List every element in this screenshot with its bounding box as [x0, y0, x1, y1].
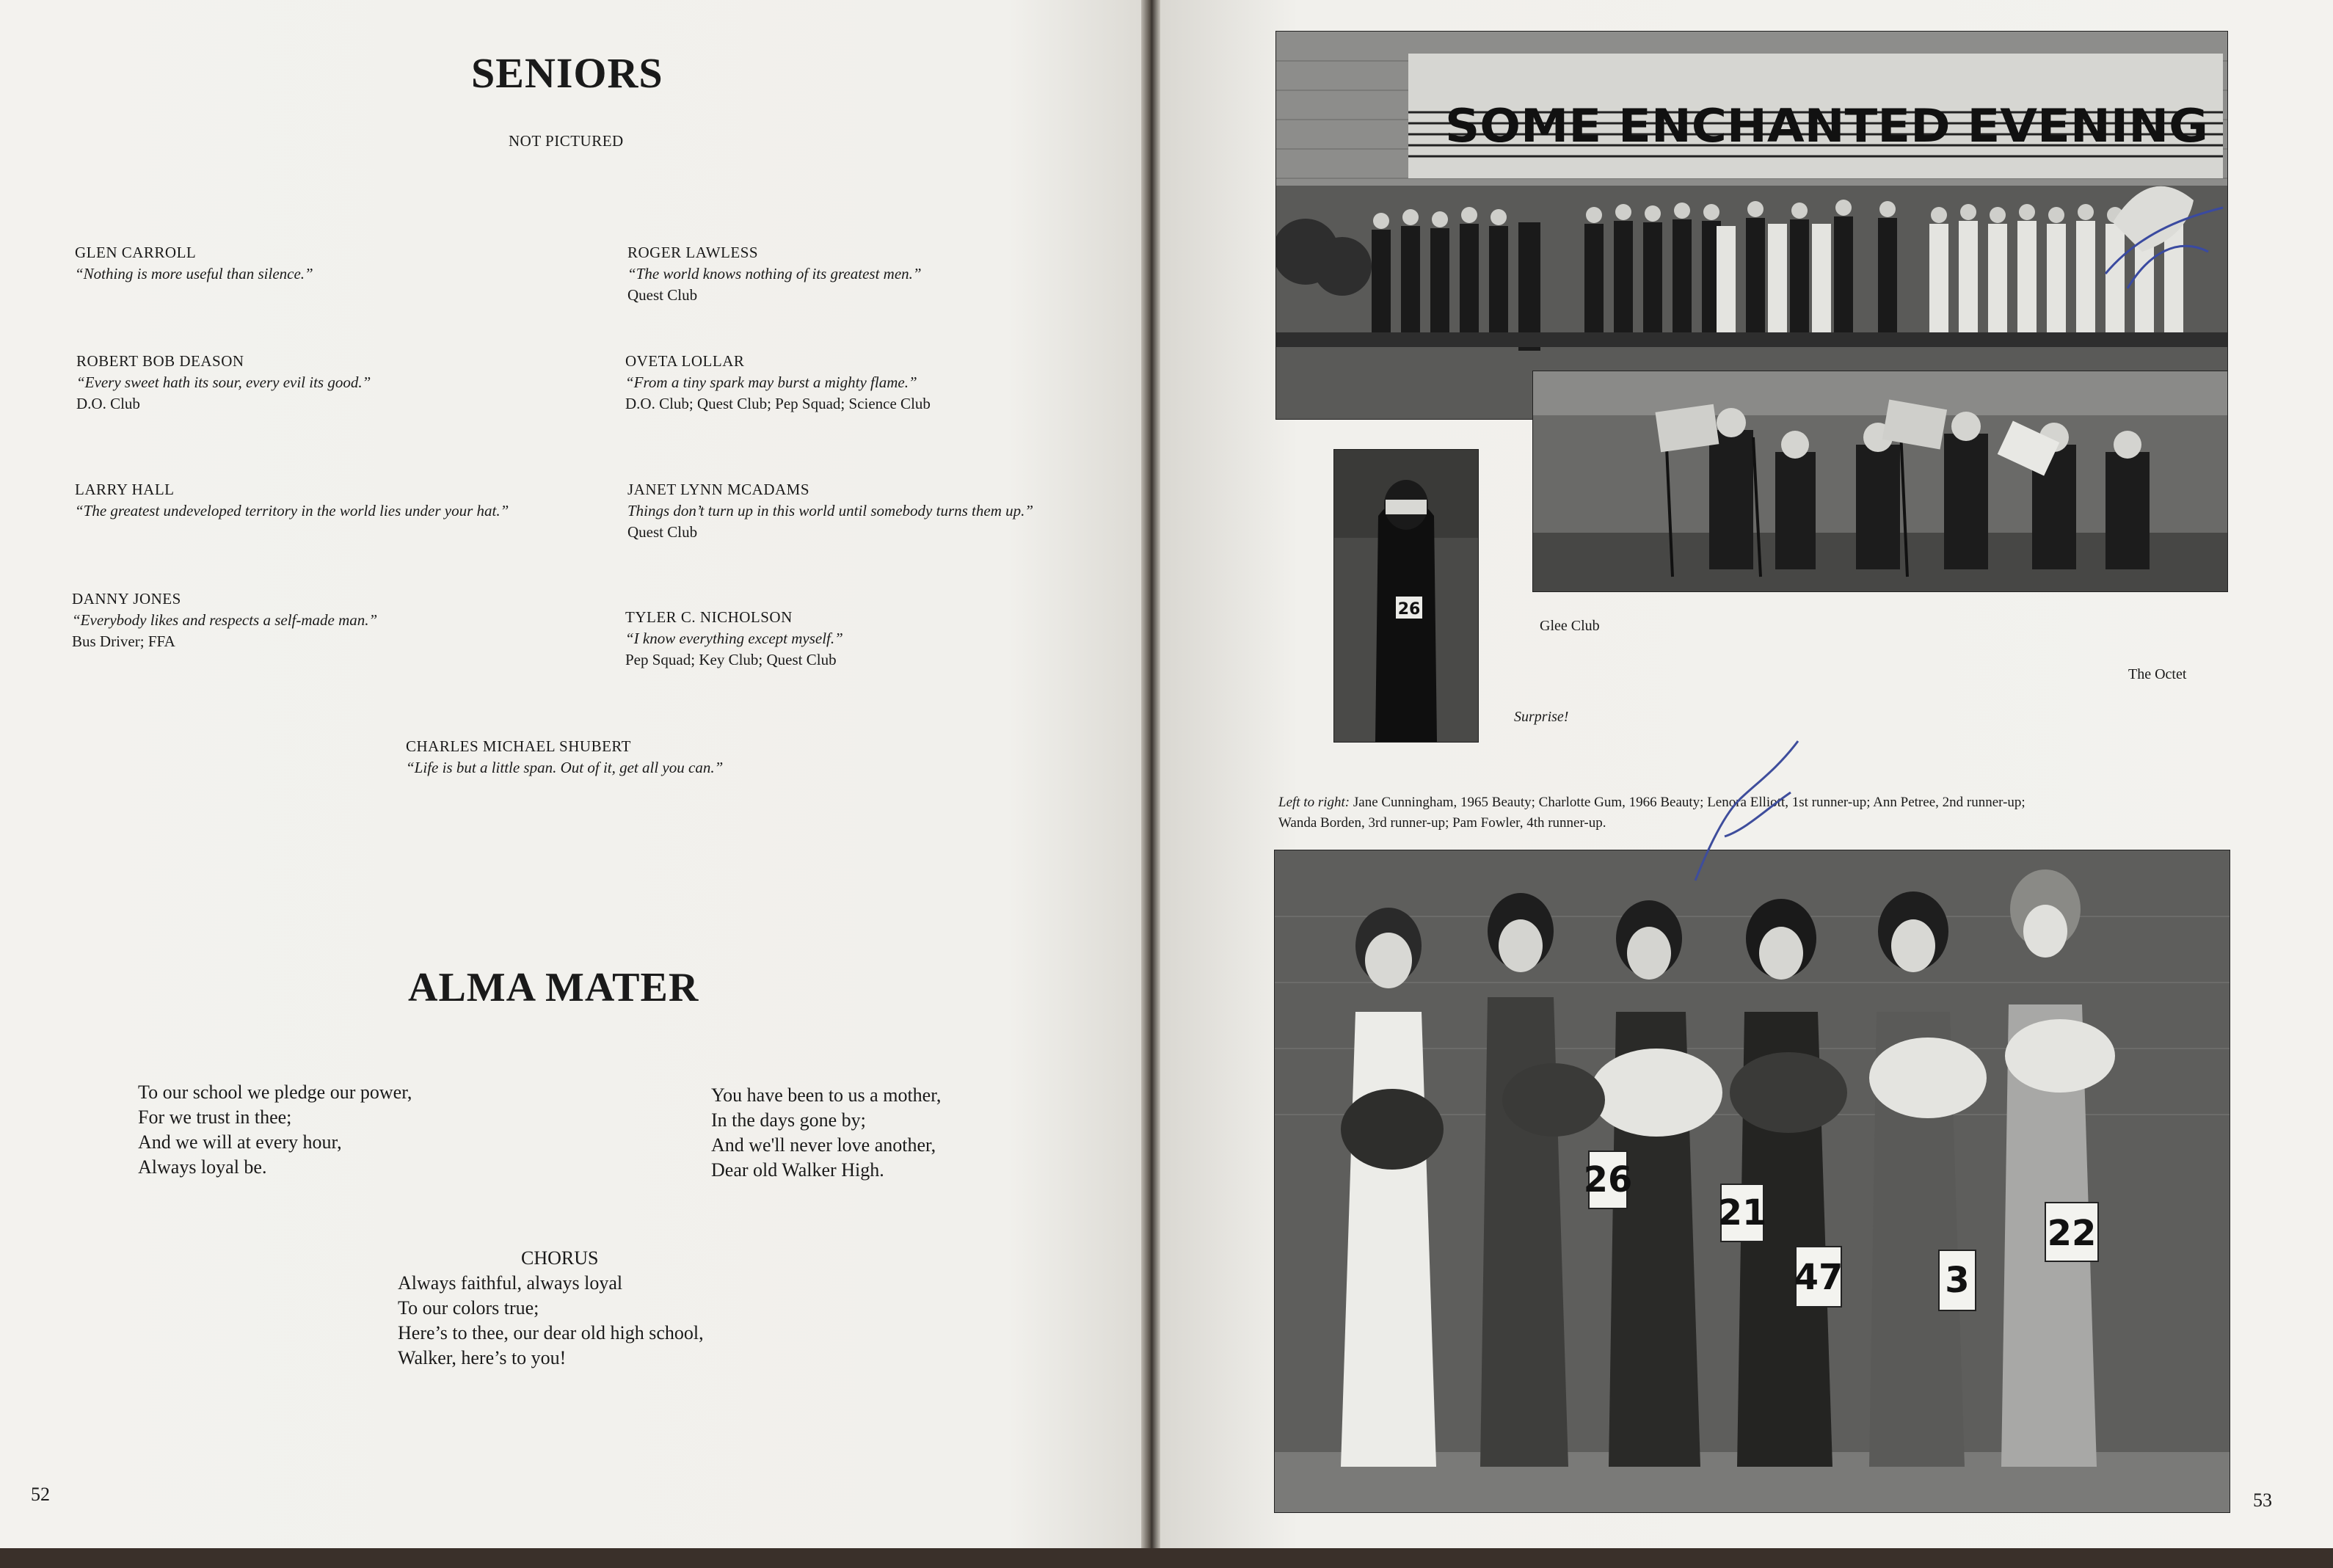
verse-line: In the days gone by;: [711, 1109, 866, 1131]
page-number-left: 52: [31, 1484, 50, 1505]
chorus-line: Here’s to thee, our dear old high school,: [398, 1322, 704, 1343]
senior-quote: “From a tiny spark may burst a mighty flame.”: [625, 373, 917, 391]
verse-line: And we will at every hour,: [138, 1131, 342, 1153]
banner-text: SOME ENCHANTED EVENING: [1445, 99, 2208, 153]
contestant-badge: 21: [1717, 1192, 1767, 1233]
chorus-title: CHORUS: [521, 1247, 599, 1269]
senior-activities: Pep Squad; Key Club; Quest Club: [625, 651, 837, 668]
senior-entry: [406, 736, 723, 778]
senior-activities: D.O. Club; Quest Club; Pep Squad; Science Club: [625, 395, 931, 412]
verse-line: And we'll never love another,: [711, 1134, 936, 1156]
alma-mater-chorus: [398, 1271, 704, 1371]
senior-activities: D.O. Club: [76, 395, 140, 412]
contestant-badge: 22: [2047, 1213, 2097, 1254]
senior-quote: “Every sweet hath its sour, every evil its good.”: [76, 373, 371, 391]
contestant-badge: 26: [1583, 1159, 1633, 1200]
senior-name: OVETA LOLLAR: [625, 352, 745, 370]
senior-name: JANET LYNN MCADAMS: [627, 481, 810, 498]
senior-name: LARRY HALL: [75, 481, 175, 498]
senior-quote: “The world knows nothing of its greatest men.”: [627, 265, 922, 282]
book-bottom-edge: [0, 1548, 2333, 1568]
senior-entry: [75, 242, 313, 285]
senior-quote: “The greatest undeveloped territory in the world lies under your hat.”: [75, 502, 509, 519]
surprise-photo: [1333, 449, 1479, 743]
senior-entry: [627, 242, 922, 306]
verse-line: Always loyal be.: [138, 1156, 267, 1178]
glee-club-photo: [1275, 31, 2228, 420]
chorus-line: To our colors true;: [398, 1297, 539, 1319]
verse-line: Dear old Walker High.: [711, 1159, 884, 1181]
senior-quote: “Everybody likes and respects a self-made man.”: [72, 611, 378, 629]
caption-line-1: Jane Cunningham, 1965 Beauty; Charlotte Gum, 1966 Beauty; Lenora Elliott, 1st runner-up; Ann Petree, 2nd runner-up;: [1350, 795, 2026, 810]
senior-entry: [72, 588, 377, 652]
glee-club-caption: Glee Club: [1540, 618, 1600, 634]
beauty-contestants-photo: [1274, 850, 2230, 1513]
contestant-badge: 47: [1794, 1257, 1844, 1298]
senior-activities: Quest Club: [627, 286, 698, 304]
octet-photo: [1532, 371, 2228, 592]
caption-line-2: Wanda Borden, 3rd runner-up; Pam Fowler, 4th runner-up.: [1278, 815, 1606, 831]
alma-mater-verse-2: [711, 1083, 941, 1183]
senior-entry: [627, 479, 1033, 543]
senior-name: ROGER LAWLESS: [627, 244, 759, 261]
surprise-caption: Surprise!: [1514, 709, 1569, 725]
senior-activities: Quest Club: [627, 523, 698, 541]
senior-quote: “Life is but a little span. Out of it, get all you can.”: [406, 759, 724, 776]
contestant-badge: 3: [1945, 1260, 1970, 1301]
surprise-badge-number: 26: [1397, 600, 1421, 619]
caption-lead: Left to right:: [1278, 795, 1350, 810]
verse-line: For we trust in thee;: [138, 1106, 292, 1128]
alma-mater-verse-1: [138, 1080, 412, 1180]
senior-entry: [75, 479, 509, 522]
octet-caption: The Octet: [2128, 666, 2187, 682]
senior-name: ROBERT BOB DEASON: [76, 352, 244, 370]
chorus-line: Always faithful, always loyal: [398, 1272, 623, 1294]
book-gutter: [1141, 0, 1160, 1568]
alma-mater-title: ALMA MATER: [408, 965, 699, 1010]
senior-activities: Bus Driver; FFA: [72, 632, 175, 650]
senior-name: CHARLES MICHAEL SHUBERT: [406, 737, 631, 755]
not-pictured-subtitle: NOT PICTURED: [509, 132, 624, 150]
verse-line: You have been to us a mother,: [711, 1084, 942, 1106]
verse-line: To our school we pledge our power,: [138, 1082, 412, 1103]
senior-entry: [625, 607, 843, 671]
chorus-line: Walker, here’s to you!: [398, 1347, 567, 1368]
seniors-title: SENIORS: [471, 49, 663, 97]
handwritten-signature-mark: [1681, 726, 1820, 895]
senior-name: GLEN CARROLL: [75, 244, 197, 261]
senior-quote: “Nothing is more useful than silence.”: [75, 265, 313, 282]
senior-name: TYLER C. NICHOLSON: [625, 608, 793, 626]
senior-entry: [625, 351, 931, 415]
senior-quote: “I know everything except myself.”: [625, 630, 843, 647]
senior-entry: [76, 351, 371, 415]
senior-name: DANNY JONES: [72, 590, 181, 608]
senior-quote: Things don’t turn up in this world until somebody turns them up.”: [627, 502, 1034, 519]
page-number-right: 53: [2253, 1489, 2272, 1511]
